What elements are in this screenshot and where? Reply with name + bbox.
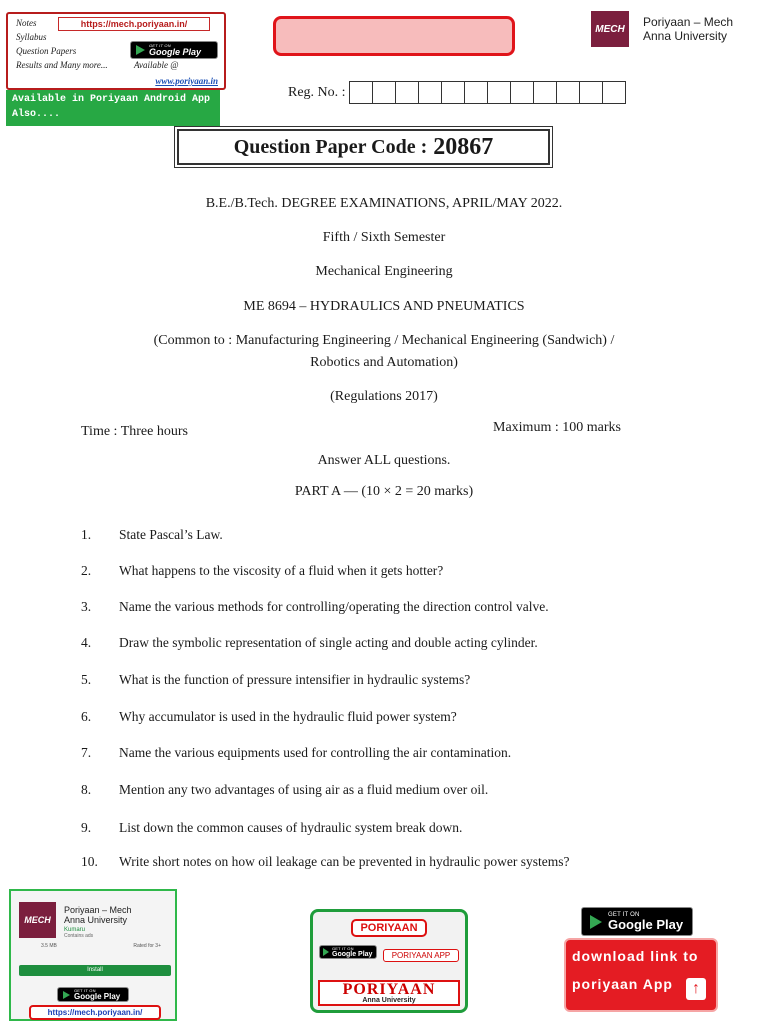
question-paper-code xyxy=(177,129,550,165)
question-3: 3. Name the various methods for controlling/operating the direction control valve. xyxy=(81,599,549,614)
poriyaan-banner: PORIYAAN Anna University xyxy=(318,980,460,1006)
play-icon xyxy=(136,45,145,55)
android-app-banner: Available in Poriyaan Android App Also.... xyxy=(6,90,220,126)
promo-url-link[interactable]: https://mech.poriyaan.in/ xyxy=(58,17,210,31)
maximum-marks: Maximum : 100 marks xyxy=(493,420,621,435)
reg-no-label: Reg. No. : xyxy=(288,84,346,100)
play-icon xyxy=(323,948,329,956)
app-developer: Kumaru xyxy=(64,927,86,933)
promo-box xyxy=(6,12,226,90)
part-a-heading: PART A — (10 × 2 = 20 marks) xyxy=(294,484,474,499)
app-card-url[interactable]: https://mech.poriyaan.in/ xyxy=(29,1005,161,1020)
question-5: 5. What is the function of pressure intensifier in hydraulic systems? xyxy=(81,672,471,687)
promo-website-link[interactable]: www.poriyaan.in xyxy=(155,76,218,86)
answer-all: Answer ALL questions. xyxy=(317,453,451,468)
download-link-card[interactable] xyxy=(564,938,718,1012)
question-4: 4. Draw the symbolic representation of single acting and double acting cylinder. xyxy=(81,635,538,650)
google-play-badge[interactable]: GET IT ON Google Play xyxy=(130,41,218,59)
download-line-1: download link to xyxy=(572,948,699,964)
promo-notes: Notes xyxy=(16,18,37,28)
promo-results: Results and Many more... xyxy=(16,60,108,70)
play-icon xyxy=(63,991,70,999)
app-stats xyxy=(41,943,161,949)
brand-line-2: Anna University xyxy=(643,29,728,43)
mech-logo: MECH xyxy=(591,11,629,47)
promo-available: Available @ xyxy=(134,60,179,70)
brand-line-1: Poriyaan – Mech xyxy=(643,15,734,29)
play-icon xyxy=(590,915,602,929)
qpc-value: 20867 xyxy=(433,133,494,160)
app-rating: Rated for 3+ xyxy=(133,943,161,949)
google-play-badge-small[interactable]: GET IT ON Google Play xyxy=(57,987,129,1002)
reg-no-boxes xyxy=(350,81,626,104)
question-1: 1. State Pascal’s Law. xyxy=(81,527,223,542)
arrow-up-icon: ↑ xyxy=(686,978,706,1000)
promo-syllabus: Syllabus xyxy=(16,32,47,42)
subject: ME 8694 – HYDRAULICS AND PNEUMATICS xyxy=(243,299,525,314)
poriyaan-pill: PORIYAAN xyxy=(351,919,427,937)
common-to-line-1: (Common to : Manufacturing Engineering / Mechanical Engineering (Sandwich) / xyxy=(153,333,615,348)
question-6: 6. Why accumulator is used in the hydraulic fluid power system? xyxy=(81,709,457,724)
poriyaan-app-pill: PORIYAAN APP xyxy=(383,949,459,962)
redacted-box xyxy=(273,16,515,56)
time-allowed: Time : Three hours xyxy=(81,424,188,439)
question-8: 8. Mention any two advantages of using air as a fluid medium over oil. xyxy=(81,782,489,797)
play-store-app-card[interactable] xyxy=(9,889,177,1021)
brand-text xyxy=(643,15,733,43)
download-line-2: poriyaan App xyxy=(572,976,673,992)
app-title: Poriyaan – Mech Anna University xyxy=(64,905,132,925)
app-logo: MECH xyxy=(19,902,56,938)
exam-title: B.E./B.Tech. DEGREE EXAMINATIONS, APRIL/MAY 2022. xyxy=(205,196,563,211)
reg-no xyxy=(288,81,626,104)
question-10: 10. Write short notes on how oil leakage can be prevented in hydraulic power systems? xyxy=(81,854,570,869)
promo-question-papers: Question Papers xyxy=(16,46,77,56)
question-9: 9. List down the common causes of hydraulic system break down. xyxy=(81,820,463,835)
app-ads-note: Contains ads xyxy=(64,933,94,939)
regulations: (Regulations 2017) xyxy=(330,389,438,404)
google-play-badge-mini[interactable]: GET IT ON Google Play xyxy=(319,945,377,959)
question-2: 2. What happens to the viscosity of a fluid when it gets hotter? xyxy=(81,563,444,578)
common-to-line-2: Robotics and Automation) xyxy=(310,355,458,370)
department: Mechanical Engineering xyxy=(315,264,453,279)
qpc-label: Question Paper Code : xyxy=(233,135,428,158)
app-size: 3.5 MB xyxy=(41,943,57,949)
google-play-badge-large[interactable]: GET IT ON Google Play xyxy=(581,907,693,936)
install-button[interactable]: Install xyxy=(19,965,171,976)
semester: Fifth / Sixth Semester xyxy=(322,230,446,245)
question-7: 7. Name the various equipments used for controlling the air contamination. xyxy=(81,745,512,760)
poriyaan-card[interactable] xyxy=(310,909,468,1013)
